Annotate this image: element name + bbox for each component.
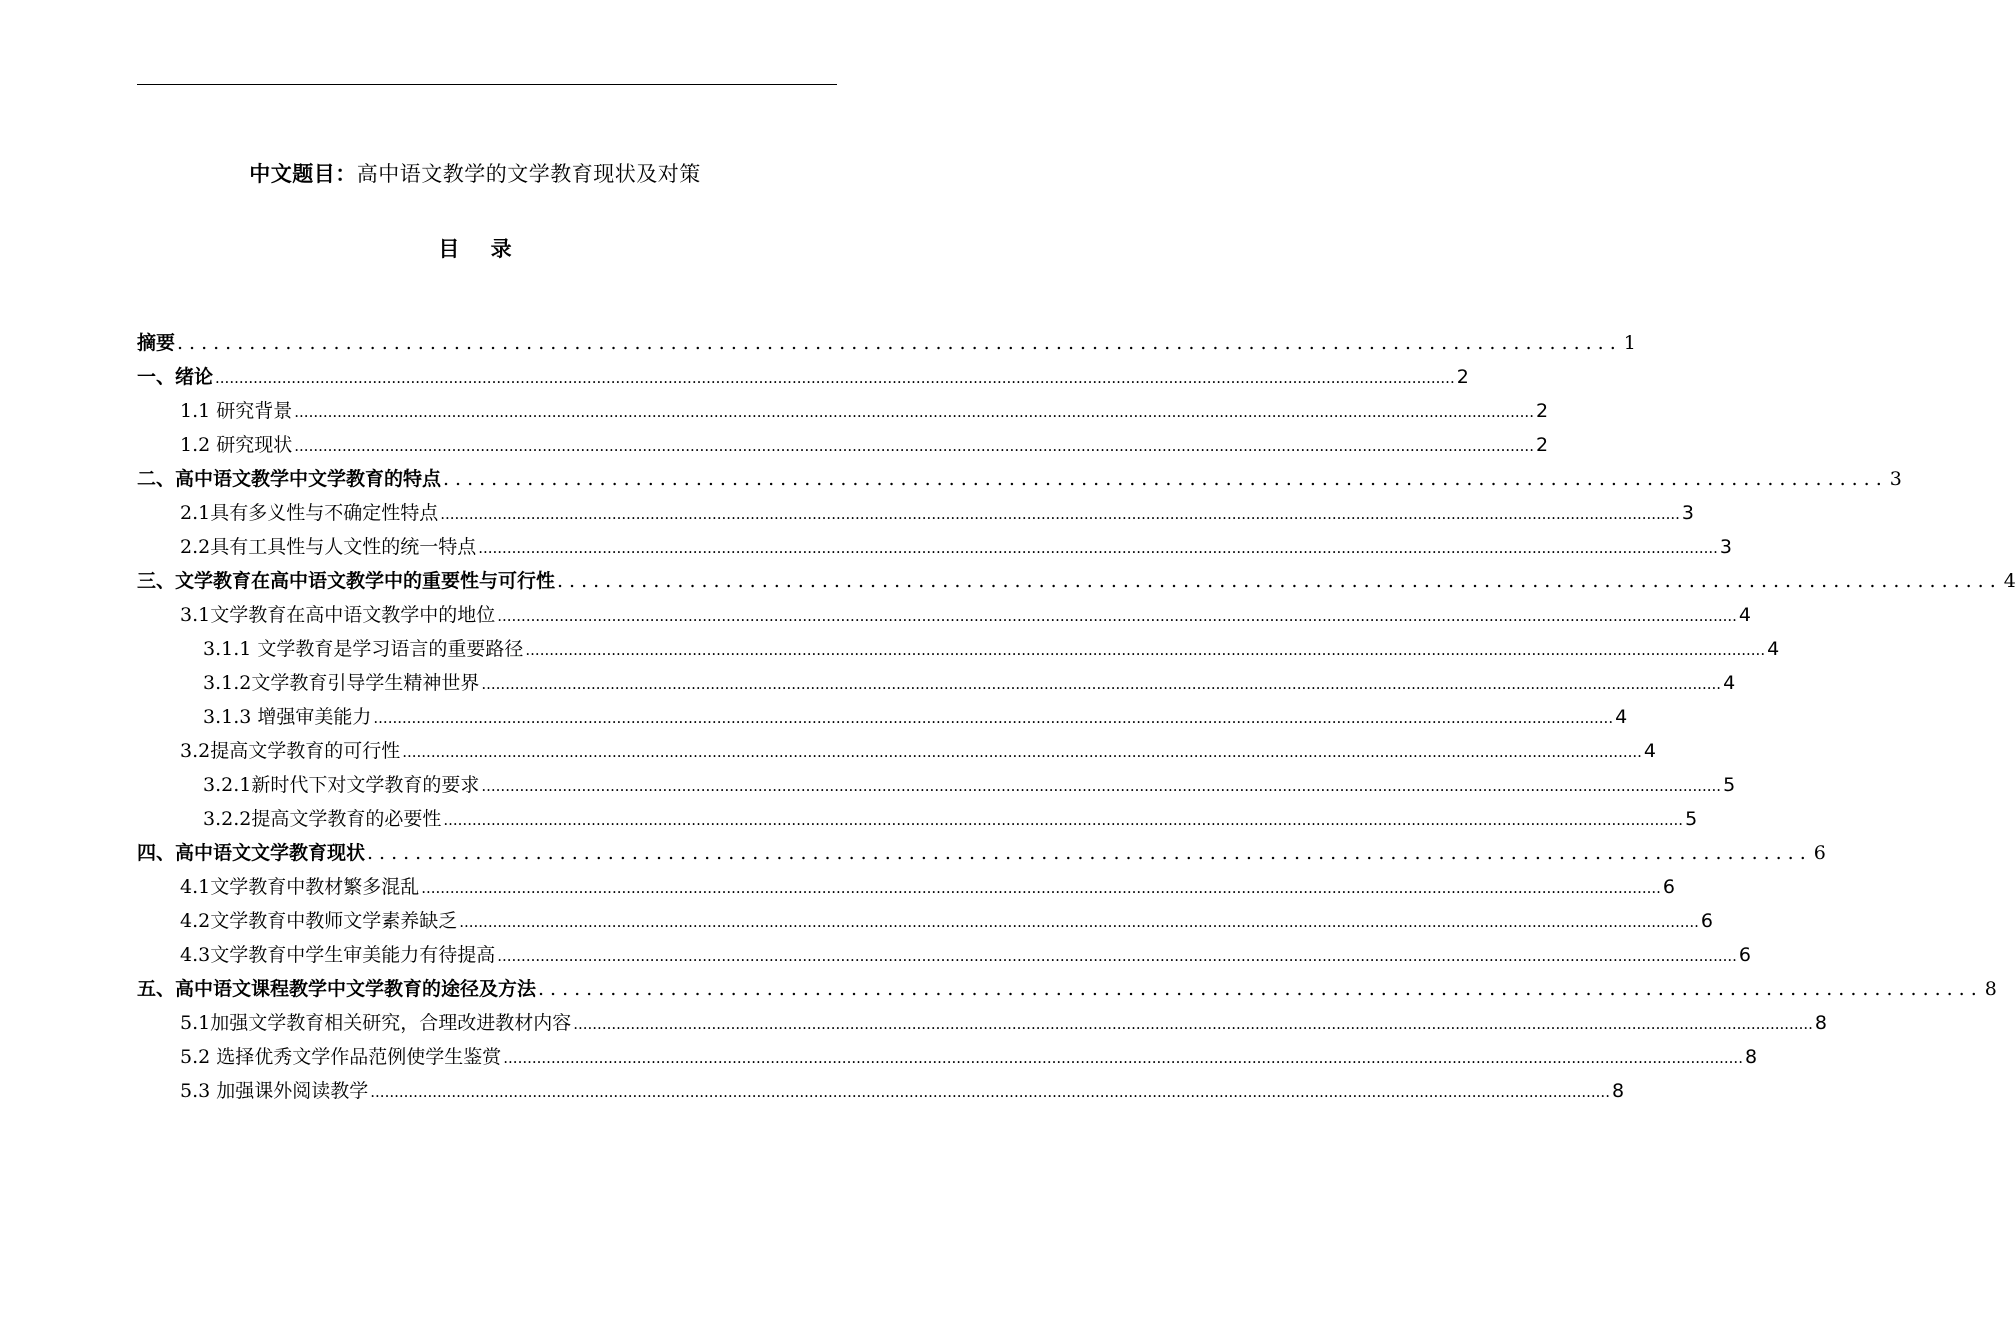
dot-leader: ........................................................................................................................ <box>177 332 1622 354</box>
toc-entry-page: 5 <box>1685 808 1698 830</box>
dot-leader: .................................................................................................................................................................................................................................................................... <box>481 777 1722 795</box>
toc-entry-title: 五、高中语文课程教学中文学教育的途径及方法 <box>137 978 537 1000</box>
dot-leader: .................................................................................................................................................................................................................................................................... <box>478 539 1718 557</box>
toc-entry-title: 3.1.3 增强审美能力 <box>203 706 372 728</box>
dot-leader: .................................................................................................................................................................................................................................................................... <box>497 947 1737 965</box>
toc-entry-title: 1.1 研究背景 <box>180 400 293 422</box>
toc-entry-page: 2 <box>1535 400 1549 422</box>
toc-entry[interactable] <box>137 702 1628 736</box>
dot-leader: .................................................................................................................................................................................................................................................................... <box>497 607 1737 625</box>
toc-entry-title: 3.2.1新时代下对文学教育的要求 <box>203 774 480 796</box>
toc-entry-title: 3.1.2文学教育引导学生精神世界 <box>203 672 480 694</box>
toc-entry-title: 二、高中语文教学中文学教育的特点 <box>137 468 442 490</box>
toc-entry-page: 4 <box>1738 604 1752 626</box>
toc-entry[interactable] <box>137 872 1676 906</box>
toc-entry-title: 3.1.1 文学教育是学习语言的重要路径 <box>203 638 524 660</box>
title-label: 中文题目： <box>249 162 357 186</box>
toc-entry[interactable] <box>137 328 1636 362</box>
toc-entry[interactable] <box>137 804 1698 838</box>
toc-entry-title: 三、文学教育在高中语文教学中的重要性与可行性 <box>137 570 556 592</box>
toc-entry-title: 4.1文学教育中教材繁多混乱 <box>180 876 420 898</box>
dot-leader: .................................................................................................................................................................................................................................................................... <box>459 913 1699 931</box>
dot-leader: .................................................................................................................................................................................................................................................................... <box>503 1049 1743 1067</box>
dot-leader: .................................................................................................................................................................................................................................................................... <box>481 675 1722 693</box>
toc-entry-page: 2 <box>1456 366 1469 388</box>
toc-entry[interactable] <box>137 532 1733 566</box>
toc-entry-page: 3 <box>1681 502 1695 524</box>
toc-entry-page: 4 <box>2003 570 2016 592</box>
toc-entry-title: 2.2具有工具性与人文性的统一特点 <box>180 536 477 558</box>
toc-list <box>137 328 2016 1110</box>
dot-leader: .................................................................................................................................................................................................................................................................... <box>294 403 1534 421</box>
toc-entry[interactable] <box>137 1008 1828 1042</box>
dot-leader: .................................................................................................................................................................................................................................................................... <box>370 1083 1610 1101</box>
toc-entry-page: 8 <box>1744 1046 1758 1068</box>
toc-entry-page: 4 <box>1615 706 1628 728</box>
toc-entry[interactable] <box>137 634 1780 668</box>
dot-leader: ........................................................................................................................ <box>557 570 2002 592</box>
toc-entry-page: 8 <box>1611 1080 1625 1102</box>
dot-leader: .................................................................................................................................................................................................................................................................... <box>215 369 1455 387</box>
toc-entry-page: 8 <box>1814 1012 1828 1034</box>
toc-entry[interactable] <box>137 974 1997 1008</box>
toc-entry-page: 4 <box>1643 740 1657 762</box>
toc-entry-page: 4 <box>1767 638 1780 660</box>
toc-entry-page: 2 <box>1535 434 1549 456</box>
toc-entry-page: 8 <box>1984 978 1997 1000</box>
toc-entry-title: 5.3 加强课外阅读教学 <box>180 1080 369 1102</box>
toc-entry-page: 4 <box>1723 672 1736 694</box>
toc-entry-title: 3.2.2提高文学教育的必要性 <box>203 808 442 830</box>
toc-entry-title: 3.2提高文学教育的可行性 <box>180 740 401 762</box>
toc-entry-title: 5.1加强文学教育相关研究，合理改进教材内容 <box>180 1012 572 1034</box>
header-rule <box>137 84 837 85</box>
toc-entry-page: 6 <box>1700 910 1714 932</box>
toc-entry[interactable] <box>137 464 1902 498</box>
toc-entry-page: 1 <box>1623 332 1636 354</box>
toc-entry[interactable] <box>137 736 1657 770</box>
toc-entry-page: 3 <box>1719 536 1733 558</box>
toc-entry[interactable] <box>137 430 1549 464</box>
toc-entry[interactable] <box>137 906 1714 940</box>
dot-leader: .................................................................................................................................................................................................................................................................... <box>573 1015 1813 1033</box>
dot-leader: .................................................................................................................................................................................................................................................................... <box>402 743 1642 761</box>
toc-entry-page: 6 <box>1813 842 1826 864</box>
dot-leader: ........................................................................................................................ <box>538 978 1983 1000</box>
toc-entry-title: 3.1文学教育在高中语文教学中的地位 <box>180 604 496 626</box>
toc-entry[interactable] <box>137 838 1826 872</box>
toc-entry[interactable] <box>137 600 1752 634</box>
toc-entry-title: 4.3文学教育中学生审美能力有待提高 <box>180 944 496 966</box>
dot-leader: ........................................................................................................................ <box>443 468 1888 490</box>
toc-entry[interactable] <box>137 668 1736 702</box>
toc-entry[interactable] <box>137 940 1752 974</box>
toc-entry[interactable] <box>137 1042 1758 1076</box>
dot-leader: .................................................................................................................................................................................................................................................................... <box>443 811 1684 829</box>
toc-entry[interactable] <box>137 396 1549 430</box>
toc-heading: 目 录 <box>438 237 524 261</box>
toc-entry-title: 1.2 研究现状 <box>180 434 293 456</box>
dot-leader: .................................................................................................................................................................................................................................................................... <box>421 879 1661 897</box>
toc-entry-page: 5 <box>1723 774 1736 796</box>
toc-entry[interactable] <box>137 770 1736 804</box>
dot-leader: .................................................................................................................................................................................................................................................................... <box>440 505 1680 523</box>
dot-leader: .................................................................................................................................................................................................................................................................... <box>373 709 1614 727</box>
toc-entry[interactable] <box>137 362 1469 396</box>
document-title <box>0 158 950 188</box>
toc-entry-title: 2.1具有多义性与不确定性特点 <box>180 502 439 524</box>
toc-entry-page: 6 <box>1738 944 1752 966</box>
toc-entry[interactable] <box>137 498 1695 532</box>
dot-leader: ........................................................................................................................ <box>367 842 1812 864</box>
toc-entry-title: 摘要 <box>137 332 176 354</box>
dot-leader: .................................................................................................................................................................................................................................................................... <box>525 641 1766 659</box>
toc-entry[interactable] <box>137 1076 1625 1110</box>
toc-entry-title: 4.2文学教育中教师文学素养缺乏 <box>180 910 458 932</box>
dot-leader: .................................................................................................................................................................................................................................................................... <box>294 437 1534 455</box>
toc-entry-title: 四、高中语文文学教育现状 <box>137 842 366 864</box>
toc-entry[interactable] <box>137 566 2016 600</box>
toc-entry-page: 6 <box>1662 876 1676 898</box>
toc-entry-title: 5.2 选择优秀文学作品范例使学生鉴赏 <box>180 1046 502 1068</box>
toc-entry-title: 一、绪论 <box>137 366 214 388</box>
toc-entry-page: 3 <box>1889 468 1902 490</box>
title-text: 高中语文教学的文学教育现状及对策 <box>356 162 701 186</box>
